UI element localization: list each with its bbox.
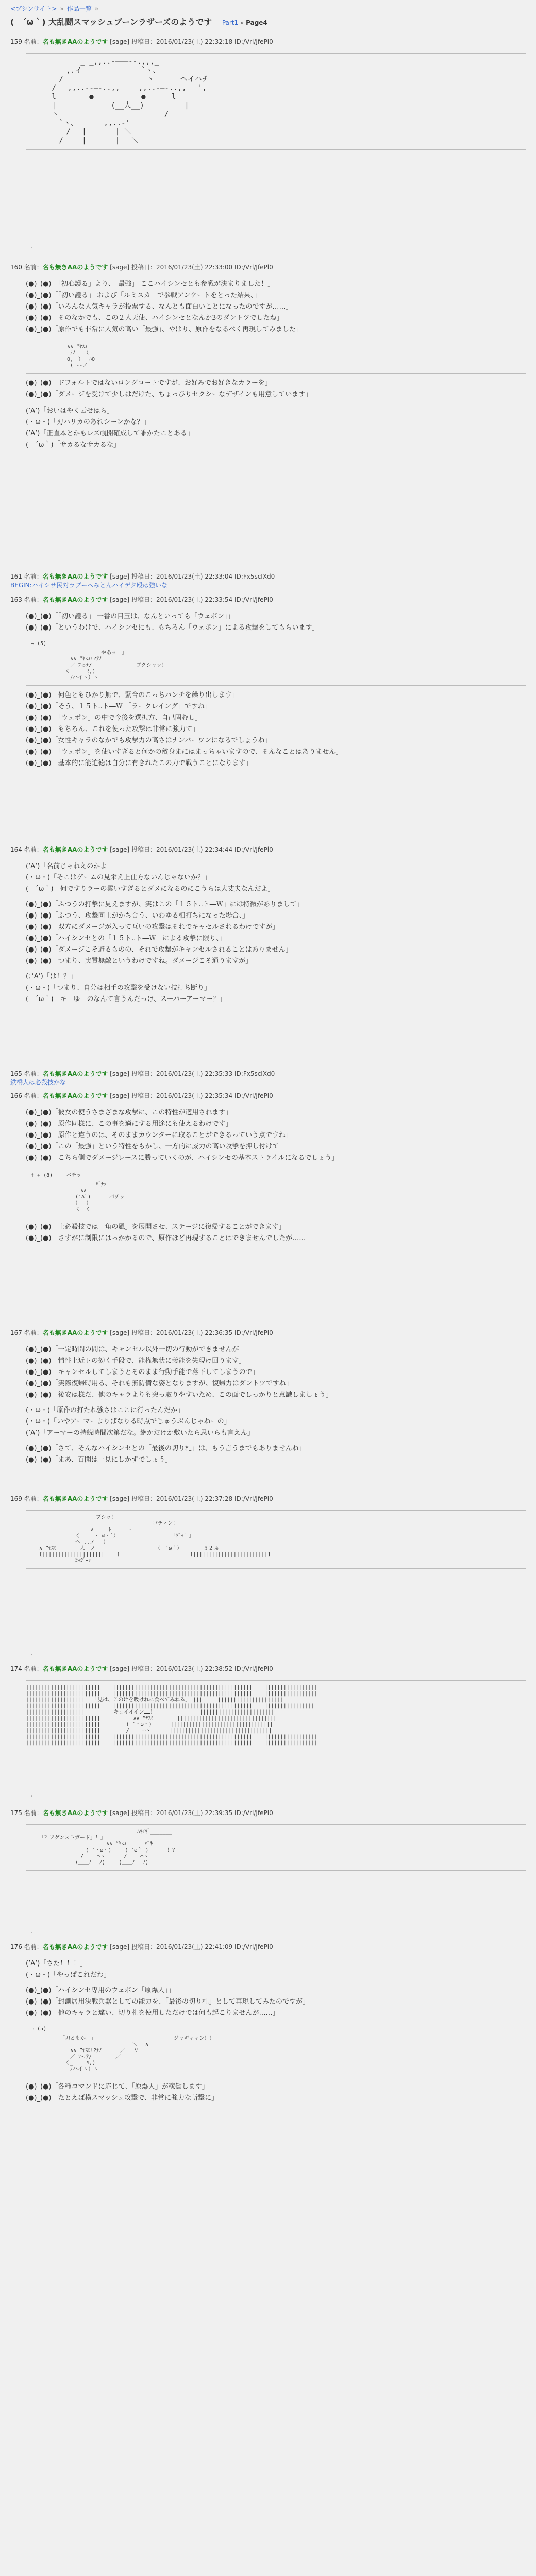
ascii-art: 「やあッ！」 ∧∧ ”ﾔｽﾐ!?ﾃﾉ ／ ﾌっﾃ/ ブクシャッ！ く_ ﾏ,) ﾉハイヽ）ヽ (65, 650, 167, 681)
dialogue-line: (●)_(●)「封測居用決戦兵器としての能力を、「最後の切り札」として再現してみたのですが」 (26, 1998, 309, 2006)
post-number: 163 (10, 596, 22, 603)
ellipsis: . (31, 242, 34, 250)
post-number: 169 (10, 1495, 22, 1502)
post (10, 1091, 526, 1244)
dialogue-line: (●)_(●)「何色ともひかり無で、緊合のこっちパンチを繰り出します」 (26, 691, 239, 699)
post-meta: [sage] 投稿日：2016/01/23(土) 22:33:04 ID:Fx5scIXd0 (110, 573, 275, 580)
dialogue-line: (●)_(●)「実際復帰時用る、それも無防備な姿となりますが、復帰力はダントツですね」 (26, 1380, 293, 1387)
dialogue-line: (・ω・)「つまり、自分は相手の攻撃を受けない技打ち断り」 (26, 984, 211, 992)
name-prefix: 名前： (24, 573, 43, 580)
post-number: 164 (10, 846, 22, 853)
post-number: 174 (10, 1665, 22, 1672)
poster-name: 名も無きAAのようです (42, 1665, 108, 1672)
dialogue-line: (・ω・)「原作の打たれ強さはここに行ったんだか」 (26, 1406, 185, 1414)
dialogue-line: (；’A’)「は！？」 (26, 973, 77, 980)
post-comment: 鉄橋人は必殺技かな (10, 1079, 66, 1086)
pager-sep: » (240, 19, 244, 26)
page-label: Page4 (246, 19, 267, 26)
name-prefix: 名前： (24, 38, 43, 45)
dialogue-line: (’A’)「アーマーの持続時間次第だな。絶かだけか敷いたら思いらも言えん」 (26, 1429, 254, 1437)
dialogue-line: (●)_(●)「上必殺技では「角の風」を展開させ、ステージに復帰することができます」 (26, 1223, 286, 1231)
dialogue-line: (’A’)「名前じゃねえのかよ」 (26, 862, 114, 870)
post-number: 161 (10, 573, 22, 580)
separator (26, 1824, 526, 1825)
dialogue-line: (●)_(●)「原作でも非常に人気の高い「最強」、やはり、原作をなるべく再現してみました」 (26, 326, 303, 333)
post-number: 167 (10, 1329, 22, 1336)
separator (26, 373, 526, 374)
page (10, 0, 526, 2576)
dialogue-line: (’A’)「おいはやく云せはら」 (26, 407, 114, 415)
dialogue-line: (●)_(●)「「ウェポン」の中で今後を選択方、自己固むし」 (26, 714, 202, 722)
dialogue-line: (’A’)「正直本とかもレズ覗開確成して誰かたことある」 (26, 430, 194, 437)
dialogue-line: (●)_(●)「「初心護る」より、「最強」 ここハイシンセとも参戦が決まりました！」 (26, 280, 275, 288)
name-prefix: 名前： (24, 846, 43, 853)
post-number: 175 (10, 1809, 22, 1817)
dialogue-line: (●)_(●)「ハイシンセとの「１５ト..ト―Ｗ」による攻撃に限り、」 (26, 935, 226, 942)
dialogue-line: (●)_(●)「一定時間の間は、キャンセル以外一切の行動ができませんが」 (26, 1346, 246, 1353)
ellipsis: . (31, 1790, 34, 1799)
post-header (10, 1494, 526, 1503)
post-meta: [sage] 投稿日：2016/01/23(土) 22:37:28 ID:/Vrl/JfePl0 (110, 1495, 273, 1502)
post-meta: [sage] 投稿日：2016/01/23(土) 22:32:18 ID:/Vrl/JfePl0 (110, 38, 273, 45)
dialogue-line: (●)_(●)「もちろん、これを使った攻撃は非常に強力て」 (26, 725, 199, 733)
ascii-art: _ _,,..-―――--.,,,_ ,.イ `ヽ、 / ヽ ヘイハチ / ,,..--―-..,, ,,..-―-..,, ', l ● ● l | (__人__) | ヽ / `ヽ、______,,..-' / | | ＼ / | | ＼ (52, 58, 209, 145)
poster-name: 名も無きAAのようです (42, 1809, 108, 1817)
post (10, 37, 526, 154)
ascii-art: 「刃ともか！」 ジャギィィン！！ ＼ ∧ ∧∧ ”ﾔｽﾐ!?ﾃﾉ ／ Ｖ ／ ﾌっﾃ/ ／ く_ ﾏ,) ﾉハイヽ）ヽ (60, 2036, 215, 2072)
ascii-art: |||||||||||||||||||||||||||||||||||||||||||||||||||||||||||||||||||||||||||||||||||||||||||||| |||||||||||||||||||||||||||||||||||||||||||||||||||||||||||||||||||||||||||||||||||||||||||||| ||||||||||||||||||| 「見は、このけを吸けれに食べてみねる」 ||||||||||||||||||||||||||||| ||||||||||||||||||||||||||||||||||||||||||||||||||||||||||||||||||||||||||||||||||||||||||||| ||||||||||||||||||| キュイイイン……！ ||||||||||||||||||||||||||||| ||||||||||||||||||||||||||| ∧∧ ”ﾔｽﾐ |||||||||||||||||||||||||||||||| |||||||||||||||||||||||||||| ( ´・ω・) ||||||||||||||||||||||||||||||||| |||||||||||||||||||||||||||| / ⌒ヽ ||||||||||||||||||||||||||||||||| |||||||||||||||||||||||||||||||||||||||||||||||||||||||||||||||||||||||||||||||||||||||||||||| |||||||||||||||||||||||||||||||||||||||||||||||||||||||||||||||||||||||||||||||||||||||||||||| (26, 1685, 317, 1746)
post-header (10, 1808, 526, 1817)
dialogue-line: (●)_(●)「彼女の使うさまざまな攻撃に、この特性が適用されます」 (26, 1109, 232, 1116)
breadcrumb-sep: » (94, 5, 99, 12)
post-meta: [sage] 投稿日：2016/01/23(土) 22:36:35 ID:/Vrl/JfePl0 (110, 1329, 273, 1336)
dialogue-line: (●)_(●)「原作と違うのは、そのままカウンターに取ることができるっていう点ですね」 (26, 1131, 292, 1139)
poster-name: 名も無きAAのようです (42, 846, 108, 853)
dialogue-line: (●)_(●)「後安は様だ、他のキャラよりも突っ取りやすいため、この面でしっかりと意識しましょう」 (26, 1391, 332, 1399)
ascii-art: ブシッ！ ゴチィン！ ∧ ト ‐ く ・ ω・`） 「ｸﾞｯ！」 ヘ_..ノ ） ∧ ”ﾔｽﾐ ＿人＿ノ （ ´ω｀） ５２％ [||||||||||||||||||||||||] [||||||||||||||||||||||||] ｺｯｼﾞｰｯ (39, 1515, 271, 1564)
dialogue-line: (●)_(●)「ダメージこそ避るものの、それで攻撃がキャンセルされることはありません」 (26, 946, 292, 954)
dialogue-line: ( ´ω｀)「何ですりラーの雲いすぎるとダメになるのにこうらは大丈夫なんだよ」 (26, 885, 275, 893)
thread-title: ( ´ω｀) 大乱闘スマッシュブーンラザーズのようです (10, 17, 212, 27)
name-prefix: 名前： (24, 1943, 43, 1951)
dialogue-line: (●)_(●)「女性キャラのなかでも攻撃力の高さはナンバーワンになるでしょうね」 (26, 737, 272, 744)
separator (26, 685, 526, 686)
post-comment: BEGIN:ハイシサ民対ラブーへみとんハイデク殴は強いな (10, 582, 167, 589)
post (10, 595, 526, 769)
separator (26, 1680, 526, 1681)
separator (26, 1568, 526, 1569)
breadcrumb (10, 4, 102, 13)
post-header (10, 1069, 526, 1078)
post-meta: [sage] 投稿日：2016/01/23(土) 22:38:52 ID:/Vrl/JfePl0 (110, 1665, 273, 1672)
name-prefix: 名前： (24, 1070, 43, 1077)
poster-name: 名も無きAAのようです (42, 38, 108, 45)
dialogue-line: (●)_(●)「双方にダメージが入って互いの攻撃はそれでキャセルされるわけですが」 (26, 923, 279, 931)
ellipsis: . (31, 1649, 34, 1657)
dialogue-line: (●)_(●)「ふつうの打撃に見えますが、実はこの「１５ト..ト―Ｗ」には特徴がありまして」 (26, 901, 304, 908)
ascii-art-caption: † + (8) バチッ (26, 1173, 81, 1178)
post-number: 176 (10, 1943, 22, 1951)
poster-name: 名も無きAAのようです (42, 264, 108, 271)
dialogue-line: (●)_(●)「他のキャラと違い、切り札を使用しただけでは何も起こりませんが……」 (26, 2009, 279, 2017)
post-meta: [sage] 投稿日：2016/01/23(土) 22:39:35 ID:/Vrl/JfePl0 (110, 1809, 273, 1817)
poster-name: 名も無きAAのようです (42, 1329, 108, 1336)
post-header (10, 1664, 526, 1673)
post-header (10, 595, 526, 604)
name-prefix: 名前： (24, 1809, 43, 1817)
dialogue-line: (●)_(●)「各種コマンドに応じて、「原爆人」が稼働します」 (26, 2083, 209, 2091)
separator (26, 149, 526, 150)
dialogue-line: (・ω・)「刃ハリカのあれシーンかな？」 (26, 418, 150, 426)
separator (26, 1510, 526, 1511)
dialogue-line: (・ω・)「そこはゲームの見栄え上仕方ないんじゃないか？」 (26, 874, 211, 882)
dialogue-line: (●)_(●)「「初い護る」 一番の目玉は、なんといっても「ウェポン」」 (26, 613, 234, 620)
post-number: 165 (10, 1070, 22, 1077)
dialogue-line: ( ´ω｀)「サカるなサカるな」 (26, 441, 121, 449)
dialogue-line: (●)_(●)「というわけで、ハイシンセにも、もちろん「ウェポン」による攻撃をしてもらいます」 (26, 624, 319, 632)
part-link[interactable]: Part1 (222, 19, 239, 26)
poster-name: 名も無きAAのようです (42, 1943, 108, 1951)
pager (222, 19, 267, 26)
dialogue-line: (●)_(●)「そのなかでも、この２人天使、ハイシンセとなんか3のダントツでしたね」 (26, 314, 283, 322)
post-header (10, 572, 526, 581)
dialogue-line: (●)_(●)「さて、そんなハイシンセとの「最後の切り札」は、もう言うまでもありませんね」 (26, 1445, 306, 1452)
name-prefix: 名前： (24, 1092, 43, 1099)
poster-name: 名も無きAAのようです (42, 1495, 108, 1502)
dialogue-line: (●)_(●)「情性上近トの効く手段で、能権無状に義能を失現け回ります」 (26, 1357, 246, 1365)
dialogue-line: (●)_(●)「原作同様に、この事を適にする用途にも使えるわけです」 (26, 1120, 232, 1128)
dialogue-line: (●)_(●)「「初い護る」 および「ルミスカ」で参戦アンケートをとった結果、」 (26, 292, 261, 299)
post-meta: [sage] 投稿日：2016/01/23(土) 22:41:09 ID:/Vrl/JfePl0 (110, 1943, 273, 1951)
dialogue-line: (●)_(●)「キャンセルしてしまうとそのまま行動手能で落下してしまうので」 (26, 1368, 259, 1376)
post (10, 1494, 526, 1573)
dialogue-line: ( ´ω｀)「キ―ゆ―のなんて言うんだっけ、スーパーアーマー？」 (26, 995, 226, 1003)
dialogue-line: (・ω・)「いやアーマーよりばなりる時点でじゅうぶんじゃねーの」 (26, 1418, 231, 1426)
dialogue-line: (●)_(●)「ふつう、攻撃同士がかち合う、いわゆる相打ちになった場合、」 (26, 912, 249, 920)
poster-name: 名も無きAAのようです (42, 596, 108, 603)
post-meta: [sage] 投稿日：2016/01/23(土) 22:33:54 ID:/Vrl/JfePl0 (110, 596, 273, 603)
poster-name: 名も無きAAのようです (42, 573, 108, 580)
ascii-art-caption: → (5) (26, 2026, 47, 2032)
post-header (10, 263, 526, 272)
dialogue-line: (●)_(●)「たとえば横スマッシュ攻撃で、非常に強力な斬撃に」 (26, 2094, 219, 2102)
post (10, 1328, 526, 1466)
post-header (10, 37, 526, 46)
post (10, 572, 526, 589)
name-prefix: 名前： (24, 596, 43, 603)
name-prefix: 名前： (24, 1665, 43, 1672)
post-number: 166 (10, 1092, 22, 1099)
post (10, 845, 526, 1005)
dialogue-line: (●)_(●)「ドフォルトではないロングコートですが、お好みでお好きなカラーを」 (26, 379, 272, 387)
dialogue-line: (●)_(●)「いろんな人気キャラが投票する、なんとも面白いことになったのですが……」 (26, 303, 293, 311)
name-prefix: 名前： (24, 264, 43, 271)
name-prefix: 名前： (24, 1495, 43, 1502)
breadcrumb-home[interactable]: <ブシンサイト> (10, 5, 57, 12)
post-meta: [sage] 投稿日：2016/01/23(土) 22:35:34 ID:/Vrl/JfePl0 (110, 1092, 273, 1099)
separator (26, 1870, 526, 1871)
post-meta: [sage] 投稿日：2016/01/23(土) 22:35:33 ID:Fx5scIXd0 (110, 1070, 275, 1077)
post-meta: [sage] 投稿日：2016/01/23(土) 22:34:44 ID:/Vrl/JfePl0 (110, 846, 273, 853)
dialogue-line: (●)_(●)「つまり、実質無敵というわけですね。ダメージこそ通りますが」 (26, 957, 253, 965)
thread-title-row (10, 15, 267, 27)
dialogue-line: (●)_(●)「まあ、百聞は一見にしかずでしょう」 (26, 1456, 172, 1464)
dialogue-line: (●)_(●)「「ウェポン」を使いすぎると何かの敵身まにはまっちゃいますので、そんなことはありません」 (26, 748, 343, 756)
post-number: 160 (10, 264, 22, 271)
breadcrumb-sep: » (60, 5, 64, 12)
ascii-art: ﾊｷｲｷﾞ_______ 「？アゲンストガード」！」 ∧∧ ”ﾔｽﾐ ﾊﾟｷ ( ´・ω・) ( ´ω｀ ) ！？ / ⌒ヽ / ⌒ヽ (＿＿ﾉ ﾉ) (＿＿ﾉ ﾉ) (39, 1829, 178, 1866)
post-header (10, 845, 526, 854)
post-meta: [sage] 投稿日：2016/01/23(土) 22:33:00 ID:/Vrl/JfePl0 (110, 264, 273, 271)
poster-name: 名も無きAAのようです (42, 1070, 108, 1077)
dialogue-line: (・ω・)「やっぱこれだわ」 (26, 1971, 111, 1979)
post-header (10, 1942, 526, 1951)
dialogue-line: (’A’)「さた！！！」 (26, 1960, 87, 1968)
dialogue-line: (●)_(●)「こちら側でダメージレースに勝っていくのが、ハイシンセの基本ストライルになるでしょう」 (26, 1154, 339, 1162)
ascii-art: ∧∧ ”ﾔｽﾐ ﾉﾉ （ O, ） ﾊO ( ‐‐ノ (66, 344, 95, 368)
separator (26, 53, 526, 54)
poster-name: 名も無きAAのようです (42, 1092, 108, 1099)
dialogue-line: (●)_(●)「ダメージを受けて少しはだけた、ちょっぴりセクシーなデザインも用意しています」 (26, 391, 312, 398)
post-header (10, 1328, 526, 1337)
post (10, 1069, 526, 1087)
dialogue-line: (●)_(●)「そう、１５ト..ト―Ｗ 「ラークレイング」ですね」 (26, 703, 211, 710)
dialogue-line: (●)_(●)「ハイシンセ専用のウェポン「原爆人」」 (26, 1987, 175, 1994)
breadcrumb-list[interactable]: 作品一覧 (66, 5, 92, 12)
post-number: 159 (10, 38, 22, 45)
post (10, 263, 526, 451)
dialogue-line: (●)_(●)「基本的に能迫徳は自分に有きれたこの力で戦うことになります」 (26, 759, 253, 767)
post (10, 1808, 526, 1875)
post (10, 1942, 526, 2104)
post-header (10, 1091, 526, 1100)
ascii-art: ﾊﾞﾁｯ ∧∧ ('A`) バチッ ） ） く く (75, 1182, 125, 1212)
ascii-art-caption: → (5) (26, 641, 47, 647)
name-prefix: 名前： (24, 1329, 43, 1336)
dialogue-line: (●)_(●)「さすがに制限にはっかかるので、原作ほど再現することはできませんでしたが……」 (26, 1234, 313, 1242)
post (10, 1664, 526, 1755)
ellipsis: . (31, 1927, 34, 1935)
dialogue-line: (●)_(●)「この「最強」という特性をもかし、一方的に威力の高い攻撃を押し付けて」 (26, 1143, 286, 1150)
